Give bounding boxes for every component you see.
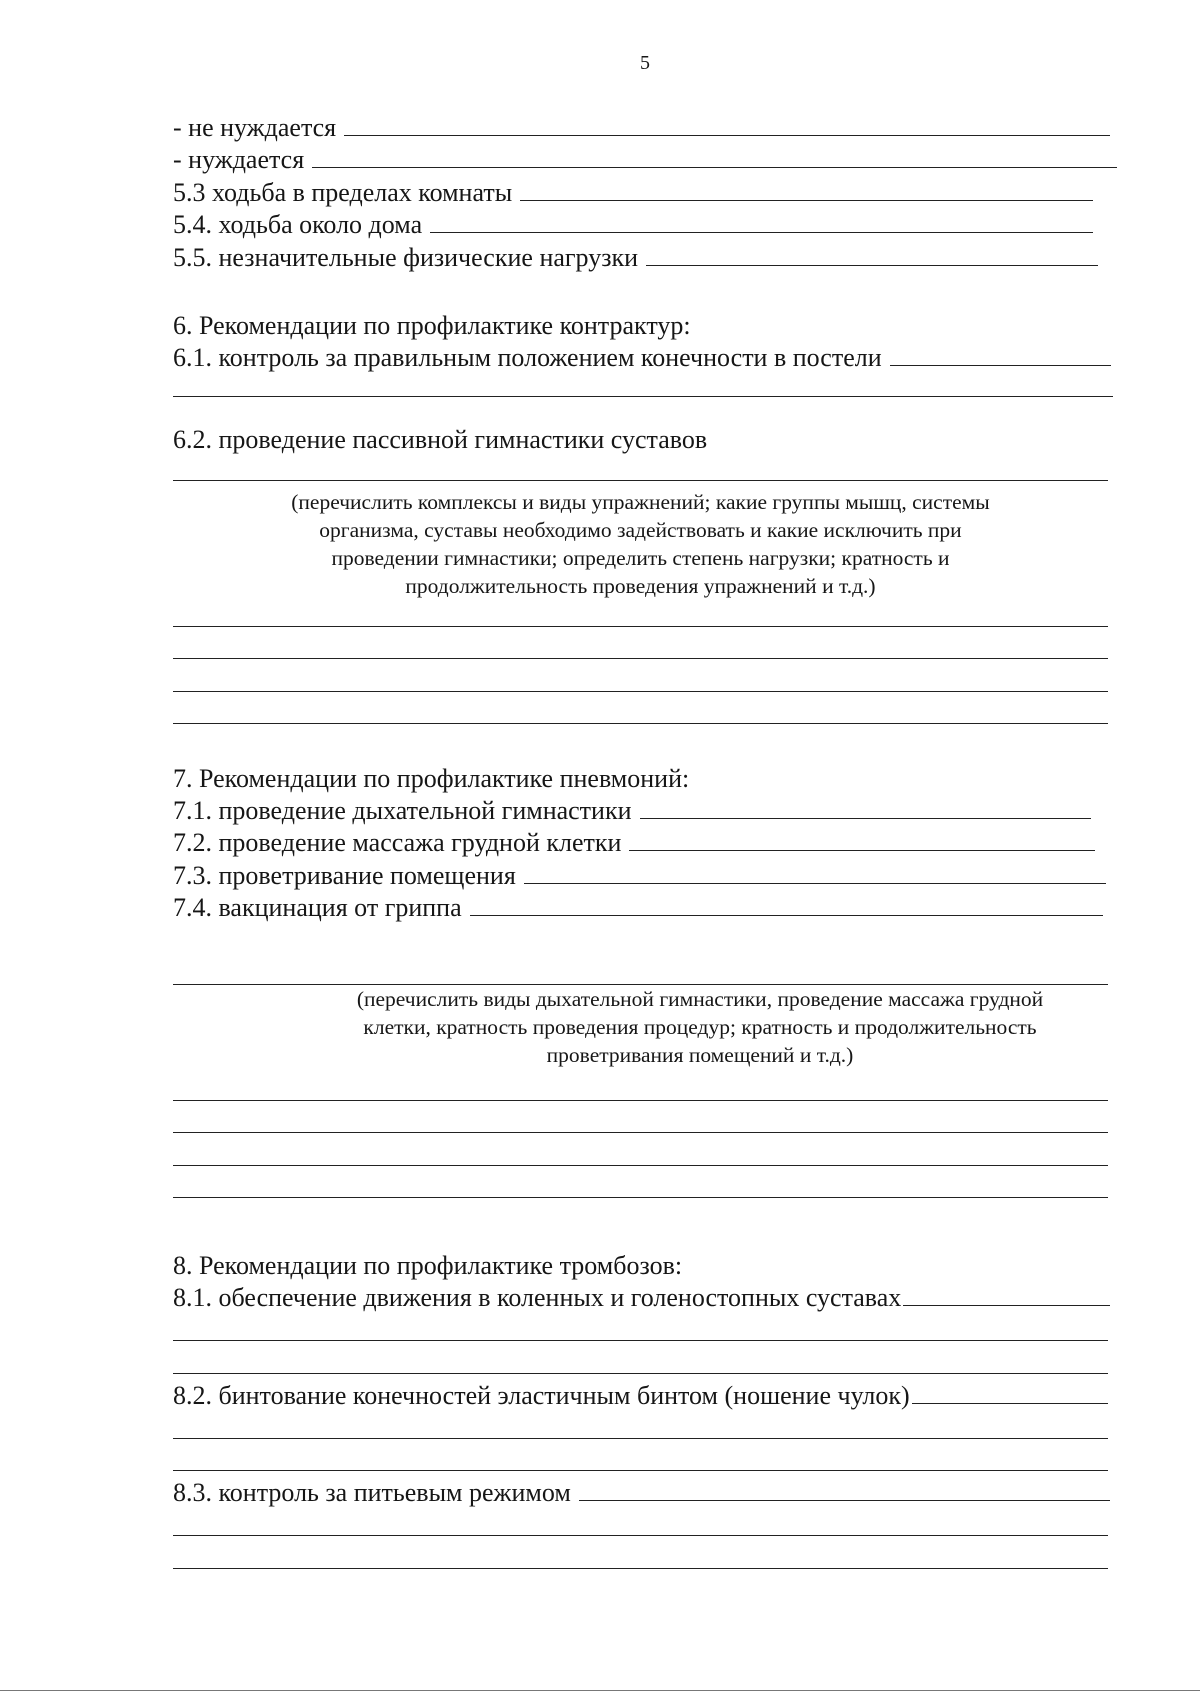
fill-line[interactable] xyxy=(173,396,1113,397)
fill-line[interactable] xyxy=(173,626,1108,627)
field-elastic-bandage xyxy=(173,1380,1108,1412)
page-number: 5 xyxy=(640,52,650,74)
fill-line[interactable] xyxy=(912,1385,1108,1404)
field-label: 7.3. проветривание помещения xyxy=(173,861,516,890)
fill-line[interactable] xyxy=(579,1482,1110,1501)
field-chest-massage xyxy=(173,827,1095,859)
fill-line[interactable] xyxy=(646,247,1098,266)
fill-line[interactable] xyxy=(312,149,1117,168)
note-line: клетки, кратность проведения процедур; кратность и продолжительность xyxy=(363,1015,1037,1039)
fill-line[interactable] xyxy=(173,1165,1108,1166)
page-bottom-edge xyxy=(0,1690,1200,1691)
fill-line[interactable] xyxy=(524,865,1106,884)
fill-line[interactable] xyxy=(430,214,1093,233)
field-needed xyxy=(173,144,1117,176)
instruction-note xyxy=(173,488,1108,600)
field-label: 7.4. вакцинация от гриппа xyxy=(173,893,462,922)
field-label: 7.1. проведение дыхательной гимнастики xyxy=(173,796,632,825)
fill-line[interactable] xyxy=(173,480,1108,481)
field-label: 5.4. ходьба около дома xyxy=(173,210,423,239)
section-8-heading: 8. Рекомендации по профилактике тромбозов: xyxy=(173,1251,683,1280)
field-ventilation xyxy=(173,860,1106,892)
fill-line[interactable] xyxy=(173,691,1108,692)
field-flu-vaccination xyxy=(173,892,1103,924)
note-line: организма, суставы необходимо задействовать и какие исключить при xyxy=(319,518,962,542)
field-joint-movement xyxy=(173,1282,1110,1314)
fill-line[interactable] xyxy=(903,1287,1110,1306)
fill-line[interactable] xyxy=(173,723,1108,724)
section-6-2-label: 6.2. проведение пассивной гимнастики суставов xyxy=(173,425,708,454)
fill-line[interactable] xyxy=(640,800,1091,819)
field-walking-home xyxy=(173,209,1093,241)
note-line: (перечислить комплексы и виды упражнений; какие группы мышц, системы xyxy=(291,490,990,514)
field-label: 6.1. контроль за правильным положением конечности в постели xyxy=(173,343,882,372)
field-drinking-regime xyxy=(173,1477,1110,1509)
field-label: 8.1. обеспечение движения в коленных и голеностопных суставах xyxy=(173,1283,902,1312)
field-light-activity xyxy=(173,242,1098,274)
note-line: проведении гимнастики; определить степень нагрузки; кратность и xyxy=(331,546,950,570)
fill-line[interactable] xyxy=(173,1438,1108,1439)
field-label: 7.2. проведение массажа грудной клетки xyxy=(173,828,622,857)
field-label: 5.5. незначительные физические нагрузки xyxy=(173,243,639,272)
instruction-note xyxy=(300,985,1100,1069)
fill-line[interactable] xyxy=(173,1197,1108,1198)
fill-line[interactable] xyxy=(629,832,1095,851)
field-label: 8.2. бинтование конечностей эластичным бинтом (ношение чулок) xyxy=(173,1381,910,1410)
fill-line[interactable] xyxy=(520,182,1093,201)
field-label: 5.3 ходьба в пределах комнаты xyxy=(173,178,513,207)
fill-line[interactable] xyxy=(173,1340,1108,1341)
fill-line[interactable] xyxy=(470,897,1103,916)
section-7-heading: 7. Рекомендации по профилактике пневмоний: xyxy=(173,764,690,793)
fill-line[interactable] xyxy=(173,1132,1108,1133)
field-limb-position xyxy=(173,342,1111,374)
field-breathing-exercises xyxy=(173,795,1091,827)
field-walking-room xyxy=(173,177,1093,209)
field-label: - не нуждается xyxy=(173,113,337,142)
note-line: (перечислить виды дыхательной гимнастики, проведение массажа грудной xyxy=(356,987,1044,1011)
fill-line[interactable] xyxy=(344,117,1110,136)
section-6-heading: 6. Рекомендации по профилактике контрактур: xyxy=(173,311,691,340)
fill-line[interactable] xyxy=(173,1470,1108,1471)
field-label: - нуждается xyxy=(173,145,305,174)
fill-line[interactable] xyxy=(173,1100,1108,1101)
field-not-needed xyxy=(173,112,1110,144)
note-line: продолжительность проведения упражнений и т.д.) xyxy=(405,574,876,598)
fill-line[interactable] xyxy=(173,1568,1108,1569)
fill-line[interactable] xyxy=(173,1373,1108,1374)
fill-line[interactable] xyxy=(890,347,1111,366)
fill-line[interactable] xyxy=(173,1535,1108,1536)
field-label: 8.3. контроль за питьевым режимом xyxy=(173,1478,571,1507)
note-line: проветривания помещений и т.д.) xyxy=(546,1043,854,1067)
fill-line[interactable] xyxy=(173,658,1108,659)
